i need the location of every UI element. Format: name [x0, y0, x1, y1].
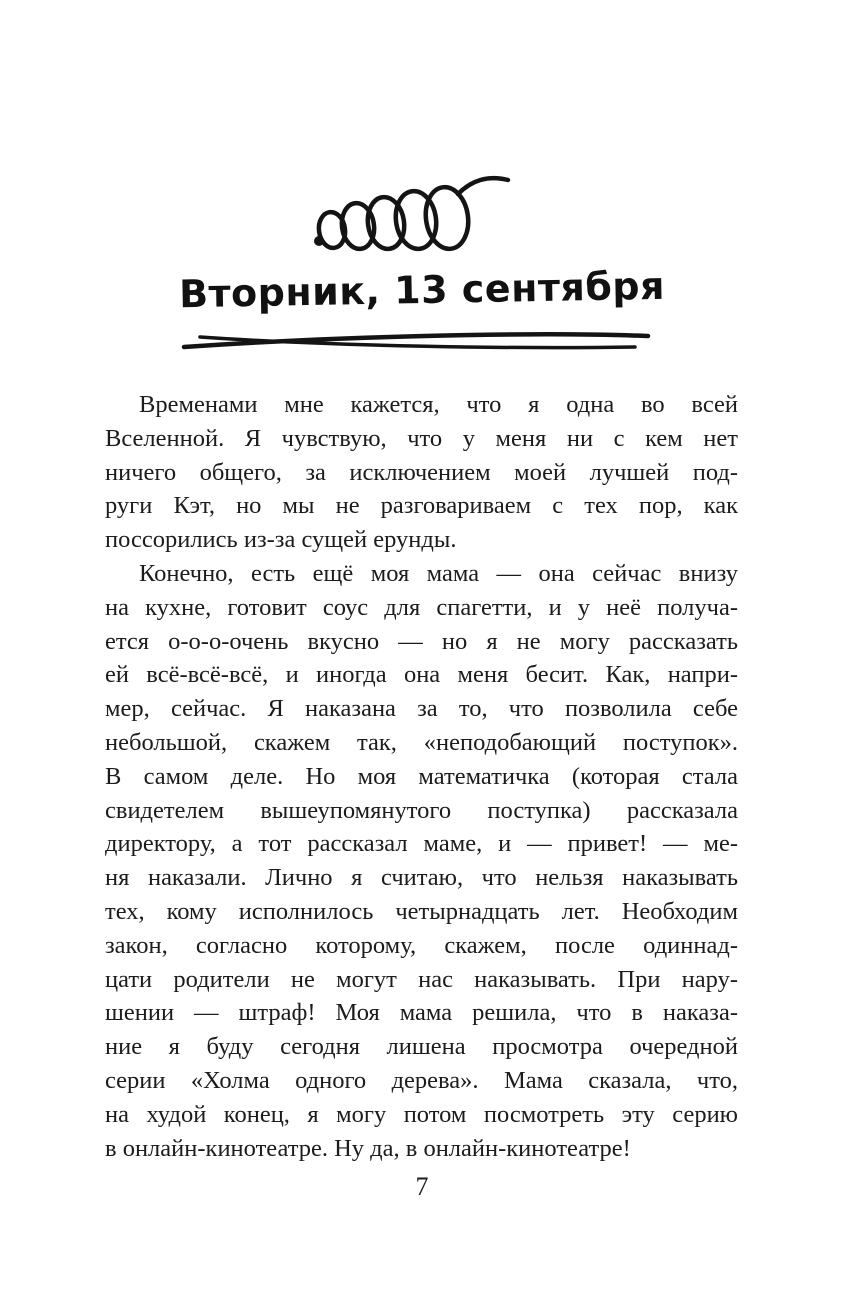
- page-number: 7: [415, 1172, 429, 1201]
- text-line: Конечно, есть ещё моя мама — она сейчас внизу: [139, 559, 738, 587]
- text-line: ей всё-всё-всё, и иногда она меня бесит. Как, напри-: [105, 661, 738, 689]
- text-line: ня наказали. Лично я считаю, что нельзя наказывать: [105, 864, 738, 892]
- spiral-scribble-illustration: [300, 168, 515, 263]
- text-line: Вселенной. Я чувствую, что у меня ни с кем нет: [105, 424, 738, 452]
- scribble-start-dot: [314, 236, 324, 246]
- text-line: В самом деле. Но моя математичка (которая стала: [105, 762, 738, 790]
- text-line: на худой конец, я могу потом посмотреть эту серию: [105, 1100, 738, 1128]
- text-line: свидетелем вышеупомянутого поступка) рассказала: [105, 796, 738, 824]
- text-line: директору, а тот рассказал маме, и — привет! — ме-: [105, 830, 738, 858]
- text-line: в онлайн-кинотеатре. Ну да, в онлайн-кинотеатре!: [105, 1134, 631, 1162]
- text-line: ется о-о-о-очень вкусно — но я не могу рассказать: [105, 627, 738, 655]
- body-text: [105, 388, 738, 1165]
- text-line: небольшой, скажем так, «неподобающий поступок».: [105, 728, 738, 756]
- text-line: тех, кому исполнилось четырнадцать лет. Необходим: [105, 897, 738, 925]
- text-line: цати родители не могут нас наказывать. При нару-: [105, 965, 738, 993]
- text-line: серии «Холма одного дерева». Мама сказала, что,: [105, 1066, 738, 1094]
- chapter-heading: Вторник, 13 сентября: [178, 263, 666, 317]
- text-line: поссорились из-за сущей ерунды.: [105, 526, 457, 554]
- text-line: на кухне, готовит соус для спагетти, и у неё получа-: [105, 593, 738, 621]
- text-line: ничего общего, за исключением моей лучшей под-: [105, 458, 738, 486]
- text-line: мер, сейчас. Я наказана за то, что позволила себе: [105, 695, 738, 723]
- text-line: ние я буду сегодня лишена просмотра очередной: [105, 1033, 738, 1061]
- text-line: закон, согласно которому, скажем, после одиннад-: [105, 931, 738, 959]
- text-line: руги Кэт, но мы не разговариваем с тех пор, как: [105, 492, 738, 520]
- text-line: шении — штраф! Моя мама решила, что в наказа-: [105, 999, 738, 1027]
- heading-underline-stroke: [180, 326, 660, 356]
- text-line: Временами мне кажется, что я одна во всей: [139, 391, 738, 418]
